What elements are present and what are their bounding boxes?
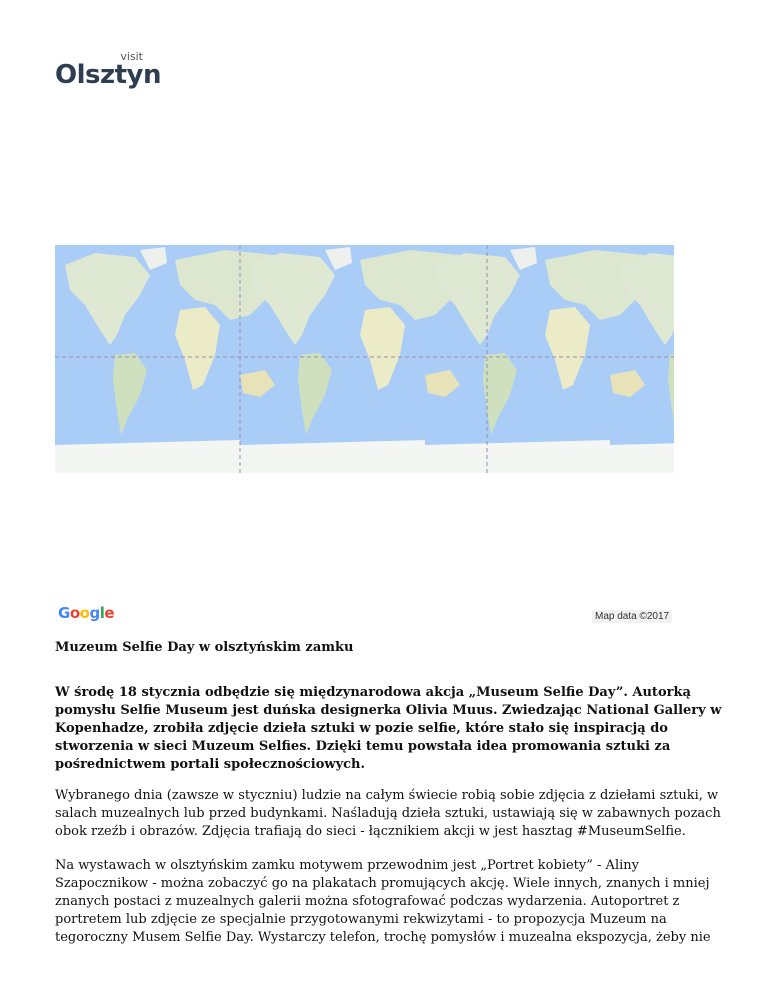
world-map-tiles	[55, 245, 674, 473]
map-attribution[interactable]: Map data ©2017	[592, 610, 672, 623]
visit-olsztyn-logo	[55, 50, 162, 94]
article-paragraph-2: Na wystawach w olsztyńskim zamku motywem przewodnim jest „Portret kobiety” - Aliny Szapocznikow - można zobaczyć go na plakatach promujących akcję. Wiele innych, znanych i mniej znanych postaci z muzealnych galerii można sfotografować podczas wydarzenia. Autoportret z portretem lub zdjęcie ze specjalnie przygotowanymi rekwizytami - to propozycja Muzeum na tegoroczny Musem Selfie Day. Wystarczy telefon, trochę pomysłów i muzealna ekspozycja, żeby nie	[55, 858, 711, 945]
logo-visit-text: visit	[120, 50, 143, 63]
article-paragraph-1: Wybranego dnia (zawsze w styczniu) ludzie na całym świecie robią sobie zdjęcia z dziełami sztuki, w salach muzealnych lub przed budynkami. Naśladują dzieła sztuki, ustawiają się w zabawnych pozach obok rzeźb i obrazów. Zdjęcia trafiają do sieci - łącznikiem akcji w jest hasztag #MuseumSelfie.	[55, 788, 721, 839]
google-logo[interactable]: Google	[58, 604, 115, 622]
article-title: Muzeum Selfie Day w olsztyńskim zamku	[55, 640, 354, 655]
world-map[interactable]	[55, 245, 674, 473]
logo-wordmark: Olsztyn	[55, 60, 162, 90]
article-lead: W środę 18 stycznia odbędzie się międzynarodowa akcja „Museum Selfie Day”. Autorką pomysłu Selfie Museum jest duńska designerka Olivia Muus. Zwiedzając National Gallery w Kopenhadze, zrobiła zdjęcie dzieła sztuki w pozie selfie, które stało się inspiracją do stworzenia w sieci Muzeum Selfies. Dzięki temu powstała idea promowania sztuki za pośrednictwem portali społecznościowych.	[55, 685, 722, 772]
